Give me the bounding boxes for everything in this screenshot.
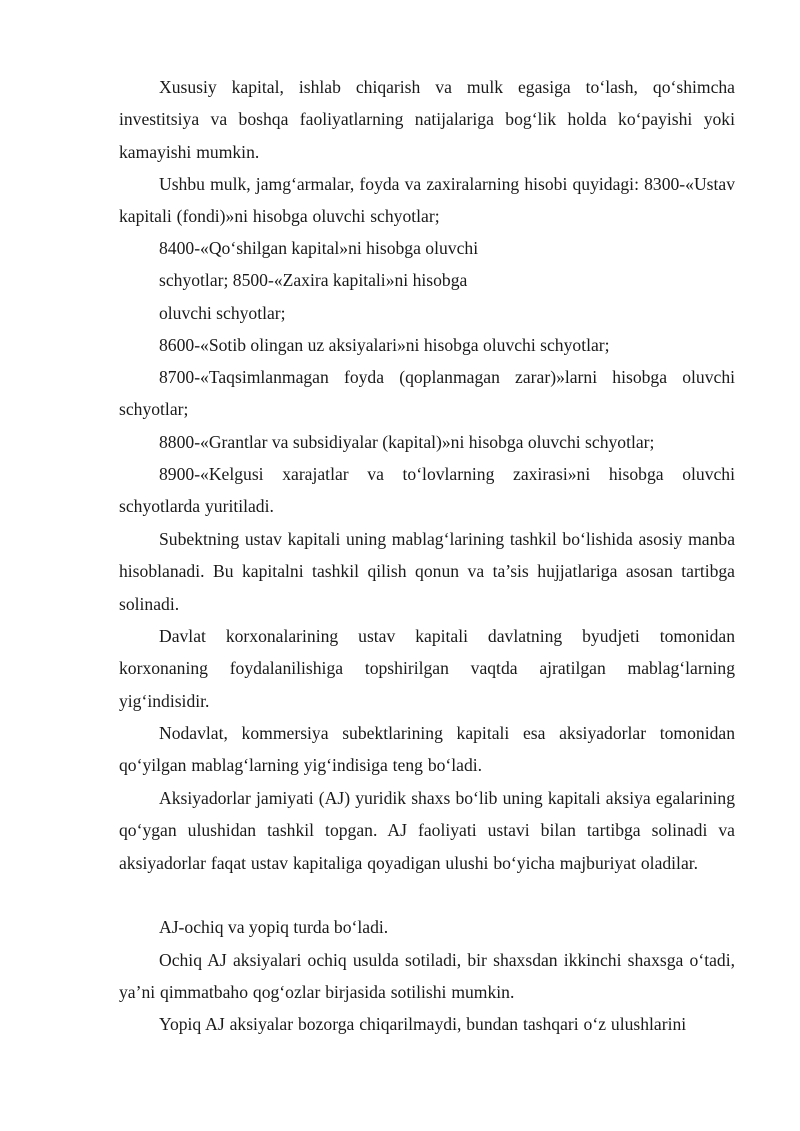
paragraph-account-8500-cont: oluvchi schyotlar; bbox=[159, 303, 286, 323]
paragraph-account-8700: 8700-«Taqsimlanmagan foyda (qoplanmagan zarar)»larni hisobga oluvchi schyotlar; bbox=[119, 367, 735, 420]
paragraph-account-8600: 8600-«Sotib olingan uz aksiyalari»ni hisobga oluvchi schyotlar; bbox=[159, 335, 610, 355]
paragraph-account-8400: 8400-«Qo‘shilgan kapital»ni hisobga oluvchi bbox=[159, 238, 479, 258]
paragraph-joint-stock-company: Aksiyadorlar jamiyati (AJ) yuridik shaxs bo‘lib uning kapitali aksiya egalarining qo‘ygan ulushidan tashkil topgan. AJ faoliyati ustavi bilan tartibga solinadi va aksiyadorlar faqat ustav kapitaliga qoyadigan ulushi bo‘yicha majburiyat oladilar. bbox=[119, 788, 735, 873]
paragraph-accounting-accounts-intro: Ushbu mulk, jamg‘armalar, foyda va zaxiralarning hisobi quyidagi: 8300-«Ustav kapitali (fondi)»ni hisobga oluvchi schyotlar; bbox=[119, 174, 735, 227]
paragraph-account-8800: 8800-«Grantlar va subsidiyalar (kapital)»ni hisobga oluvchi schyotlar; bbox=[159, 432, 655, 452]
paragraph-closed-aj: Yopiq AJ aksiyalar bozorga chiqarilmaydi, bundan tashqari o‘z ulushlarini bbox=[159, 1014, 687, 1034]
paragraph-account-8900: 8900-«Kelgusi xarajatlar va to‘lovlarning zaxirasi»ni hisobga oluvchi schyotlarda yuritiladi. bbox=[119, 464, 735, 517]
paragraph-state-enterprises: Davlat korxonalarining ustav kapitali davlatning byudjeti tomonidan korxonaning foydalanilishiga topshirilgan vaqtda ajratilgan mablag‘larning yig‘indisidir. bbox=[119, 626, 735, 711]
paragraph-private-capital: Xususiy kapital, ishlab chiqarish va mulk egasiga to‘lash, qo‘shimcha investitsiya va boshqa faoliyatlarning natijalariga bog‘lik holda ko‘payishi yoki kamayishi mumkin. bbox=[119, 77, 735, 162]
paragraph-aj-types: AJ-ochiq va yopiq turda bo‘ladi. bbox=[159, 917, 389, 937]
paragraph-charter-capital: Subektning ustav kapitali uning mablag‘larining tashkil bo‘lishida asosiy manba hisoblanadi. Bu kapitalni tashkil qilish qonun va ta’sis hujjatlariga asosan tartibga solinadi. bbox=[119, 529, 735, 614]
paragraph-non-state-entities: Nodavlat, kommersiya subektlarining kapitali esa aksiyadorlar tomonidan qo‘yilgan mablag‘larning yig‘indisiga teng bo‘ladi. bbox=[119, 723, 735, 776]
paragraph-account-8500: schyotlar; 8500-«Zaxira kapitali»ni hisobga bbox=[159, 270, 468, 290]
paragraph-open-aj: Ochiq AJ aksiyalari ochiq usulda sotiladi, bir shaxsdan ikkinchi shaxsga o‘tadi, ya’ni qimmatbaho qog‘ozlar birjasida sotilishi mumkin. bbox=[119, 950, 735, 1003]
